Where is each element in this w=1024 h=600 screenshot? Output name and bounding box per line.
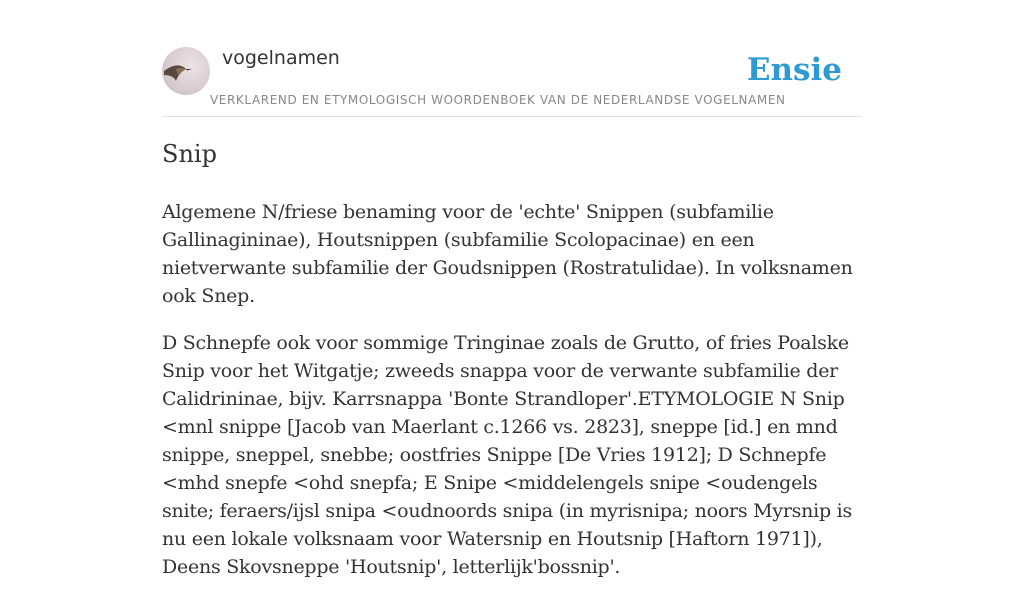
brand-logo[interactable]: Ensie [746,52,842,88]
site-name[interactable]: vogelnamen [222,47,340,69]
site-header [162,46,862,117]
entry-paragraph: D Schnepfe ook voor sommige Tringinae zoals de Grutto, of fries Poalske Snip voor het Witgatje; zweeds snappa voor de verwante subfamilie der Calidrininae, bijv. Karrsnappa 'Bonte Strandloper'.ETYMOLOGIE N Snip <mnl snippe [Jacob van Maerlant c.1266 vs. 2823], sneppe [id.] en mnd snippe, sneppel, snebbe; oostfries Snippe [De Vries 1912]; D Schnepfe <mhd snepfe <ohd snepfa; E Snipe <middelengels snipe <oudengels snite; feraers/ijsl snipa <oudnoords snipa (in myrisnipa; noors Myrsnip is nu een lokale volksnaam voor Watersnip en Houtsnip [Haftorn 1971]), Deens Skovsneppe 'Houtsnip', letterlijk'bossnip'. [162,332,853,578]
entry-content [162,138,866,600]
avatar[interactable] [162,47,210,95]
site-tagline: VERKLAREND EN ETYMOLOGISCH WOORDENBOEK VAN DE NEDERLANDSE VOGELNAMEN [210,93,786,107]
entry-paragraph: Algemene N/friese benaming voor de 'echte' Snippen (subfamilie Gallinagininae), Houtsnippen (subfamilie Scolopacinae) en een nietverwante subfamilie der Goudsnippen (Rostratulidae). In volksnamen ook Snep. [162,201,853,307]
bird-photo-icon [162,47,210,95]
entry-title: Snip [162,140,217,168]
